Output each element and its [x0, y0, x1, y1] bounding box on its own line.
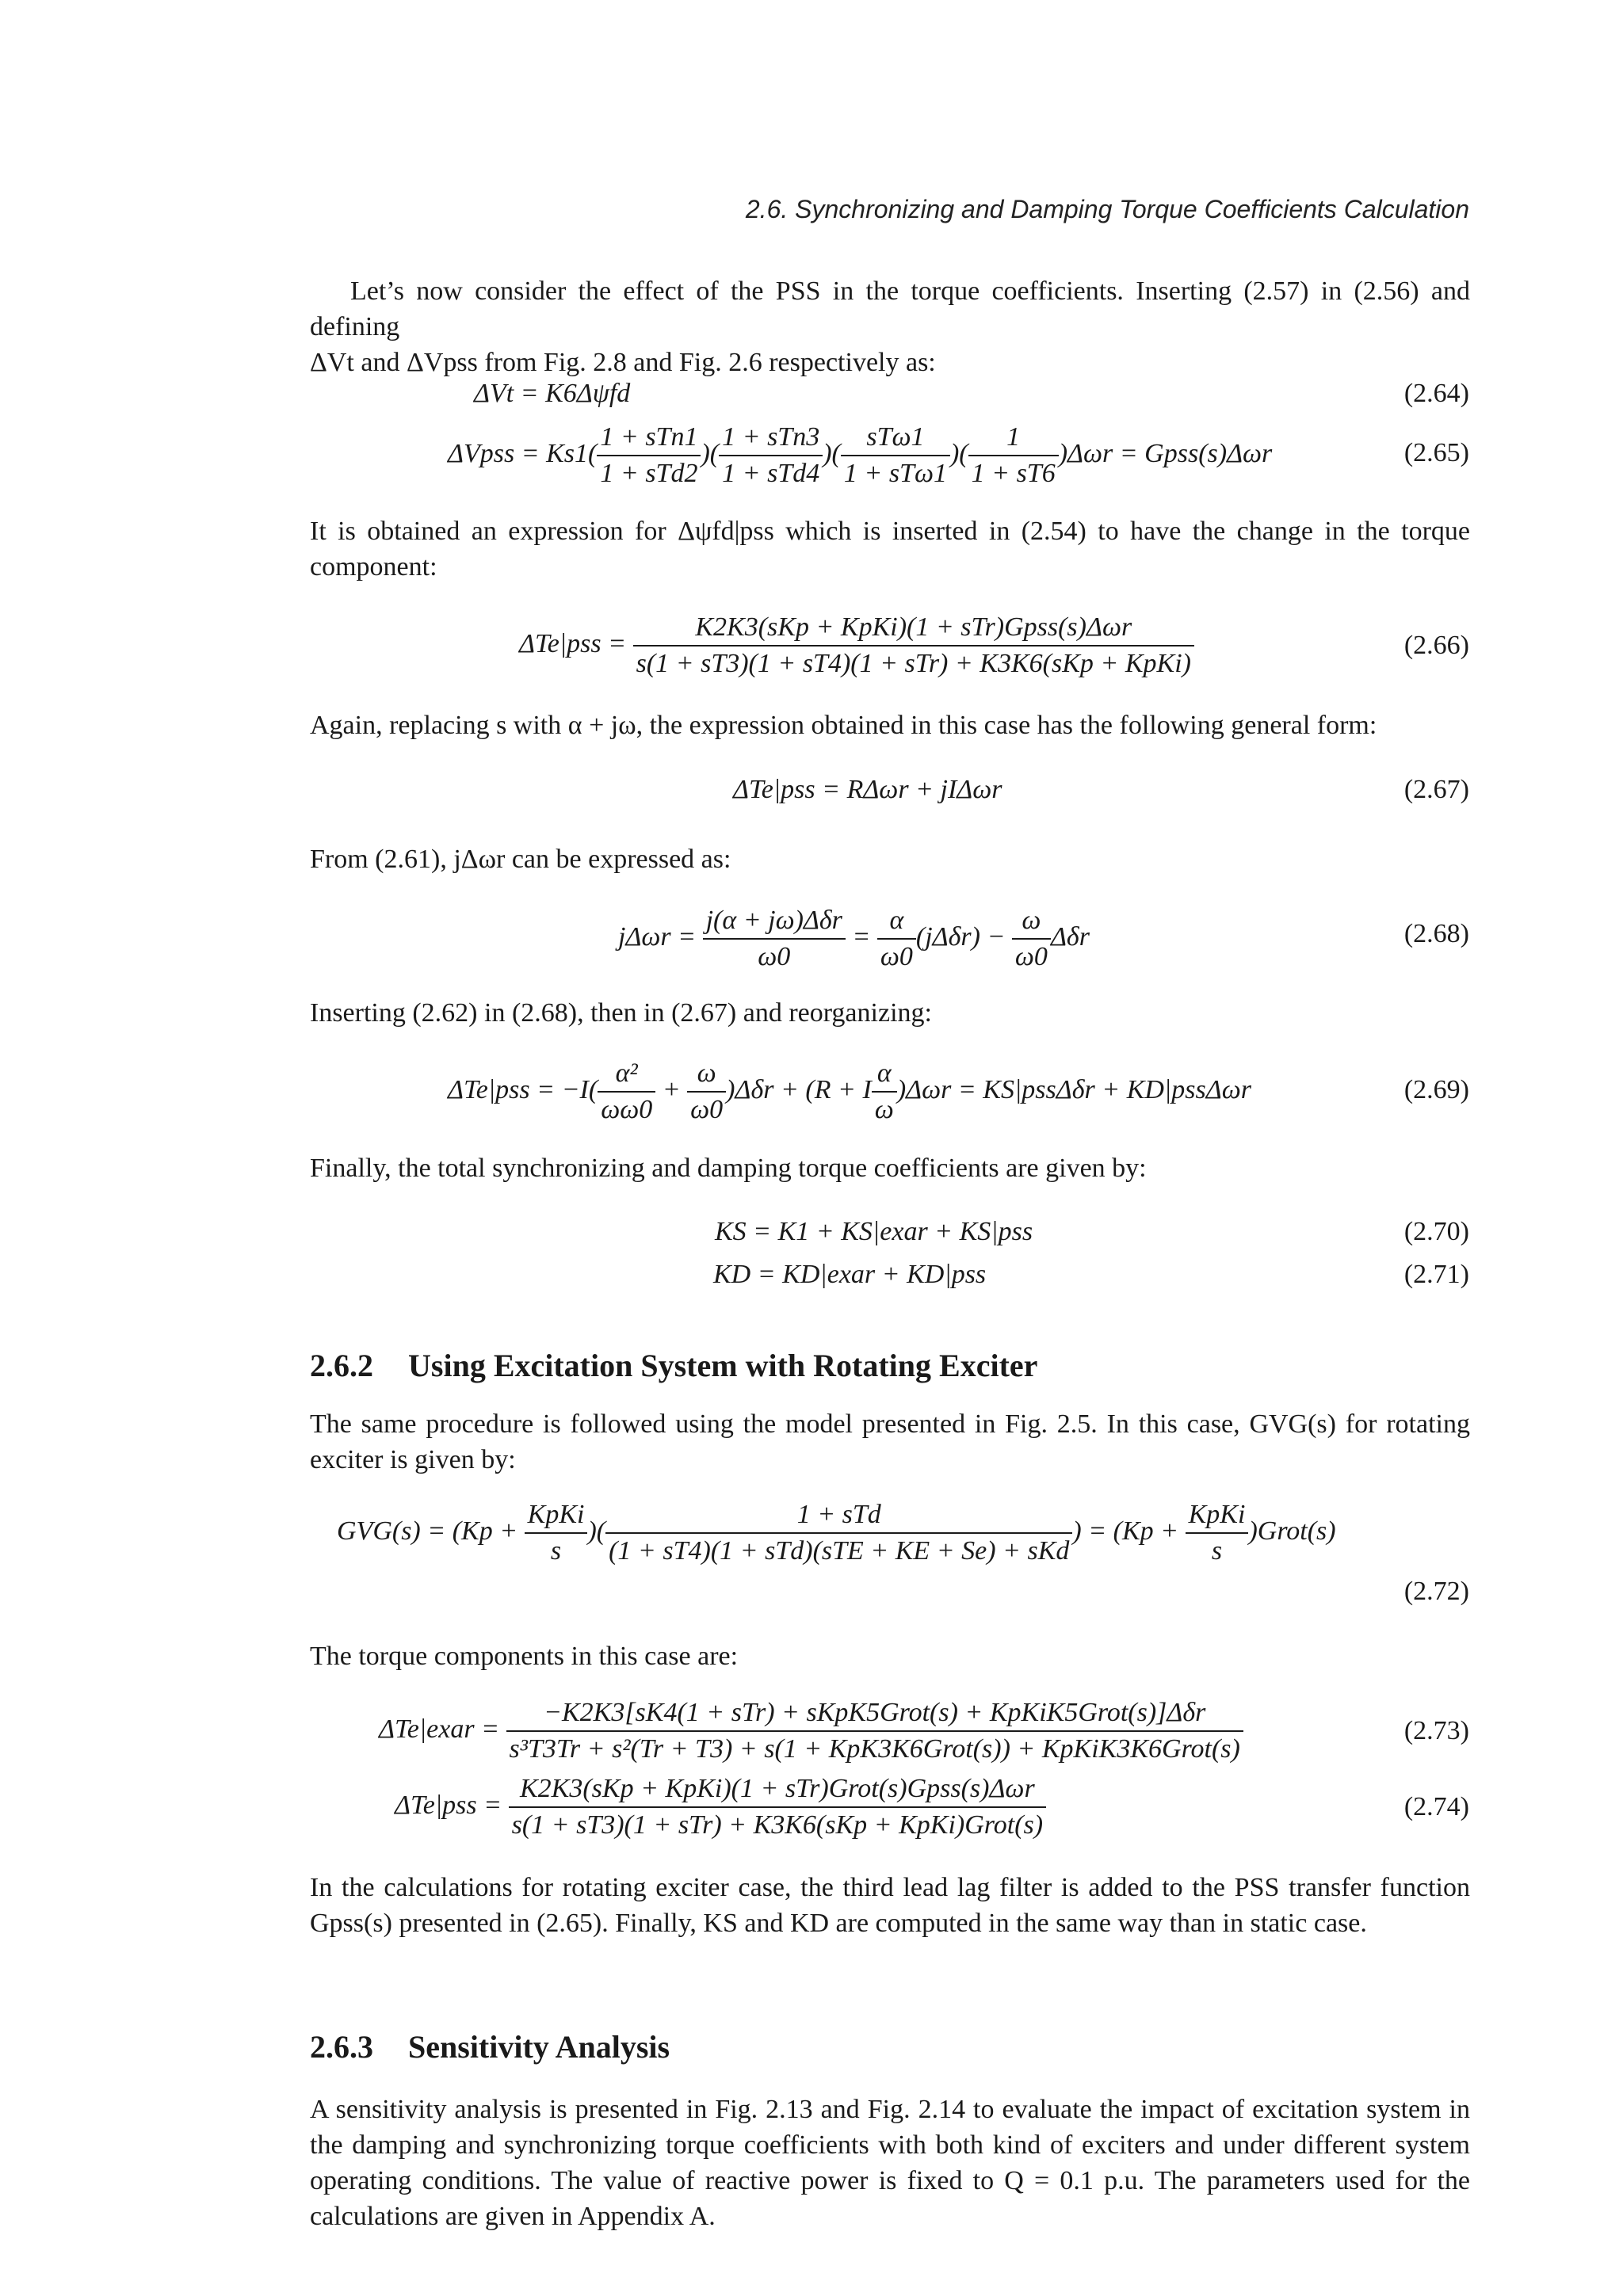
section-heading-2-6-2: 2.6.2 Using Excitation System with Rotating Exciter	[310, 1348, 1038, 1383]
equation-number: (2.64)	[1403, 379, 1469, 408]
equation-number: (2.66)	[1403, 631, 1469, 660]
equation-number: (2.72)	[1403, 1577, 1469, 1606]
equation-2-64: ΔVt = K6Δψfd	[474, 379, 631, 408]
paragraph: In the calculations for rotating exciter case, the third lead lag filter is added to the PSS transfer function Gpss(s) presented in (2.65). Finally, KS and KD are computed in the same way than in static case.	[310, 1873, 1470, 1938]
equation-2-67: ΔTe|pss = RΔωr + jIΔωr	[733, 775, 1002, 804]
paragraph: A sensitivity analysis is presented in Fig. 2.13 and Fig. 2.14 to evaluate the impact of excitation system in the damping and synchronizing torque coefficients with both kind of exciters and under different system operating conditions. The value of reactive power is fixed to Q = 0.1 p.u. The parameters used for the calculations are given in Appendix A.	[310, 2095, 1470, 2231]
equation-number: (2.67)	[1403, 775, 1469, 804]
equation-2-68: jΔωr = $\frac{\text{j(α + jω)Δδr}}{\omega 0}$ = $\frac{\alpha}{\omega 0}$ (jΔδr) − $\frac{\omega}{\omega 0}$ Δδr	[618, 903, 1090, 974]
equation-2-73: ΔTe|exar = −K2K3[sK4(1 + sTr) + sKpK5Grot(s) + KpKiK5Grot(s)]Δδr s³T3Tr + s²(Tr + T3) + s(1 + KpK3K6Grot(s)) + KpKiK3K6Grot(s)	[379, 1695, 1243, 1767]
paragraph: The same procedure is followed using the model presented in Fig. 2.5. In this case, GVG(s) for rotating exciter is given by:	[310, 1409, 1470, 1474]
running-header: 2.6. Synchronizing and Damping Torque Coefficients Calculation	[745, 195, 1469, 223]
paragraph: Again, replacing s with α + jω, the expression obtained in this case has the following general form:	[310, 711, 1377, 740]
equation-2-72: GVG(s) = (Kp + $\frac{\text{KpKi}}{s}$ )( $\frac{\text{1 + sTd}}{\text{(1 + sT4)(1 + sTd)(sTE + KE + Se) + sKd}}$ ) = (Kp + $\frac{\text{KpKi}}{s}$ )Grot(s)	[337, 1497, 1336, 1569]
paragraph: It is obtained an expression for Δψfd|pss which is inserted in (2.54) to have the change in the torque component:	[310, 517, 1470, 582]
equation-number: (2.69)	[1403, 1075, 1469, 1104]
section-heading-2-6-3: 2.6.3 Sensitivity Analysis	[310, 2029, 670, 2065]
paragraph: Inserting (2.62) in (2.68), then in (2.67) and reorganizing:	[310, 998, 932, 1028]
equation-number: (2.74)	[1403, 1792, 1469, 1821]
paragraph-line: Let’s now consider the effect of the PSS in the torque coefficients. Inserting (2.57) in (2.56) and defining	[310, 277, 1470, 341]
equation-2-65: ΔVpss = Ks1( $\frac{\text{1 + sTn1}}{\text{1 + sTd2}}$ )( $\frac{\text{1 + sTn3}}{\text{1 + sTd4}}$ )( $\frac{\text{sTω1}}{\text{1 + sTω1}}$ )( $\frac{1}{1 + sT6}$ )Δωr = Gpss(s)Δωr	[448, 420, 1272, 491]
paragraph: The torque components in this case are:	[310, 1642, 739, 1671]
equation-number: (2.71)	[1403, 1260, 1469, 1289]
equation-2-71: KD = KD|exar + KD|pss	[713, 1260, 987, 1289]
equation-2-74: ΔTe|pss = $\frac{\text{K2K3(sKp + KpKi)(1 + sTr)Grot(s)Gpss(s)Δωr}}{\text{s(1 + sT3)(1 + sTr) + K3K6(sKp + KpKi)Grot(s)}}$	[395, 1772, 1046, 1843]
paragraph: From (2.61), jΔωr can be expressed as:	[310, 845, 731, 874]
equation-number: (2.65)	[1403, 438, 1469, 467]
paragraph-pss-effect	[310, 273, 1470, 380]
equation-2-66: ΔTe|pss = $\frac{\text{K2K3(sKp + KpKi)(1 + sTr)Gpss(s)Δωr}}{\text{s(1 + sT3)(1 + sT4)(1 + sTr) + K3K6(sKp + KpKi)}}$	[519, 610, 1194, 681]
equation-2-69: ΔTe|pss = −I( $\frac{\text{α²}}{\omega\omega 0}$ + $\frac{\omega}{\omega 0}$ )Δδr + (R + I $\frac{\alpha}{\omega}$ )Δωr = KS|pssΔδr + KD|pssΔωr	[448, 1056, 1251, 1127]
paragraph: Finally, the total synchronizing and damping torque coefficients are given by:	[310, 1154, 1147, 1183]
equation-2-70: KS = K1 + KS|exar + KS|pss	[715, 1217, 1033, 1246]
equation-number: (2.68)	[1403, 919, 1469, 948]
paragraph-line: ΔVt and ΔVpss from Fig. 2.8 and Fig. 2.6 respectively as:	[310, 348, 936, 377]
equation-number: (2.73)	[1403, 1716, 1469, 1745]
equation-number: (2.70)	[1403, 1217, 1469, 1246]
